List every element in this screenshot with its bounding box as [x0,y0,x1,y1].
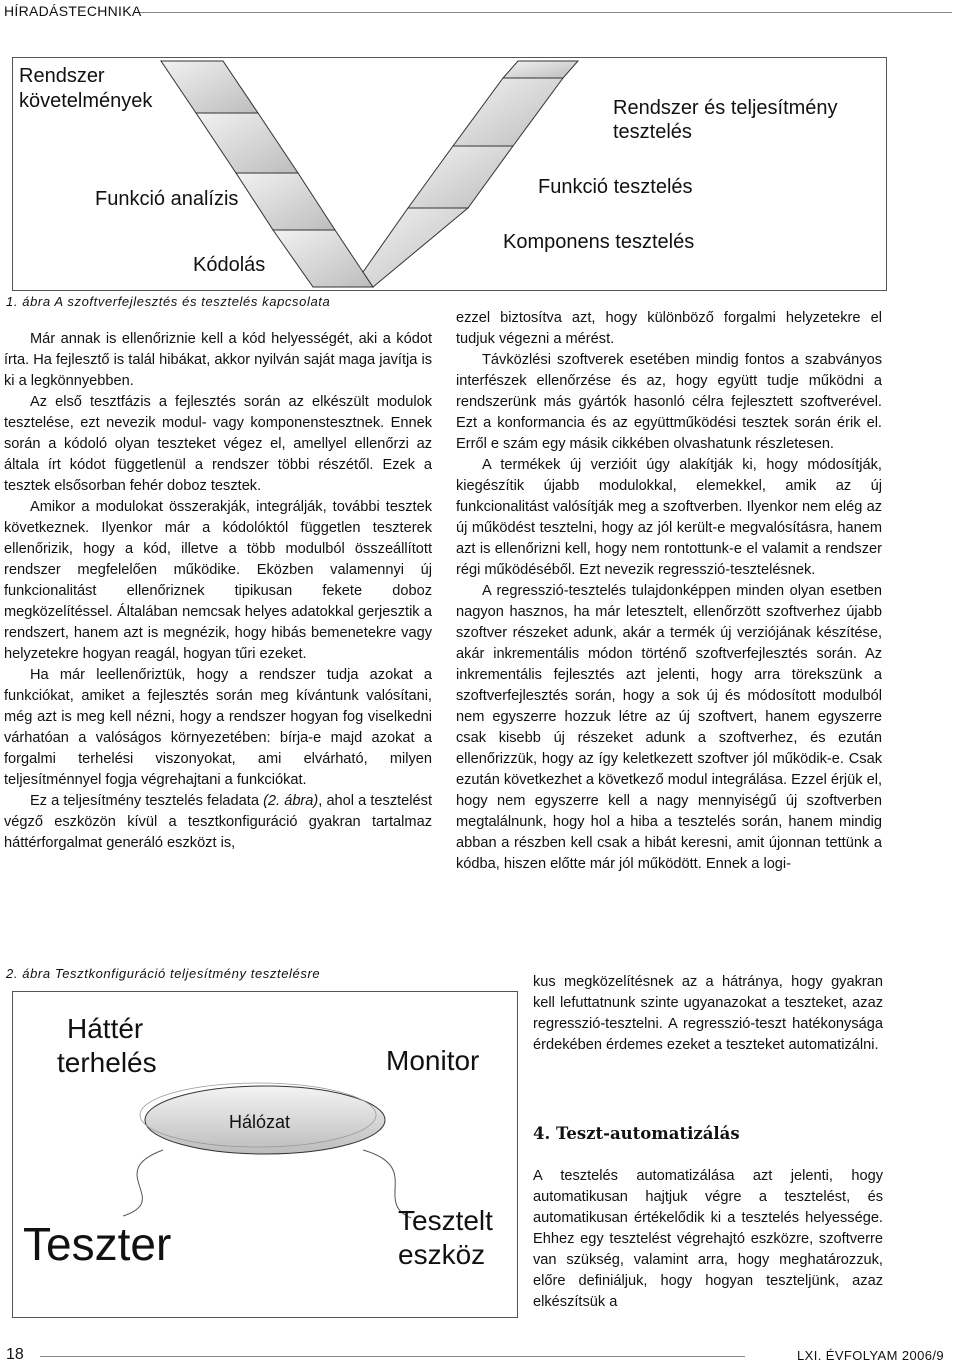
label-background-load-2: terhelés [57,1047,157,1078]
section-paragraph: A tesztelés automatizálása azt jelenti, hogy automatikusan hajtjuk végre a tesztelést, és automatikusan értékelődik ki a tesztelés helyessége. Ehhez egy tesztelést végrehajtó eszközre, szoftverre van szükség, valamint arra, hogy meghatározzuk, előre definiáljuk, hogy hogyan teszteljünk, azaz elkészítsük a [533,1168,883,1310]
label-tested-device-1: Tesztelt [398,1205,493,1236]
label-tester: Teszter [23,1218,172,1270]
left-paragraph-4: Ha már leellenőriztük, hogy a rendszer tudja azokat a funkciókat, amiket a fejlesztés során meg kívántunk valósítani, még azt is meg kell nézni, hogy a rendszer hogyan fog viselkedni várhatóan a valóságos környezetében: bírja-e majd azokat a forgalmi terhelési viszonyokat, ami elvárható, milyen teljesítménnyel fogja végrehajtani a funkciókat. [4,667,432,788]
figure-1-v-model [12,57,887,291]
label-system-test-1: Rendszer és teljesítmény [613,97,838,119]
volume-info: LXI. ÉVFOLYAM 2006/9 [797,1348,944,1363]
left-column [4,329,432,854]
left-paragraph-3: Amikor a modulokat összerakják, integrálják, további tesztek következnek. Ilyenkor már a kódolóktól független teszterek ellenőrizik, hogy a kód, illetve a több modulból összeállított rendszer megfelelően működike. Eközben valamennyi új funkcionalitást ellenőriznek tipikusan fekete doboz megközelítéssel. Általában nemcsak helyes adatokkal gerjesztik a rendszert, hanem azt is megnézik, hogy hibás bemenetekre vagy helyzetekre hogyan reagál, hogyan tűri ezeket. [4,499,432,662]
left-paragraph-5-start: Ez a teljesítmény tesztelés feladata [30,793,264,809]
figure-2-reference: (2. ábra) [263,793,319,809]
label-function-test: Funkció tesztelés [538,176,693,198]
right-column [456,308,882,875]
label-coding: Kódolás [193,254,266,276]
network-links [123,1150,411,1218]
test-config-diagram [13,992,517,1317]
label-function-analysis: Funkció analízis [95,188,239,210]
right-paragraph-4: A regresszió-tesztelés tulajdonképpen minden olyan esetben nagyon hasznos, ha már letesztelt, ellenőrzött szoftverhez újabb szoftver részeket adunk, akár a termék új verziójának készítése, akár inkrementális módon történő szoftverfejlesztés során. Az inkrementális fejlesztés azt jelenti, hogy arra törekszünk a szoftverfejlesztés során, hogy a sok új és módosított modulból nem egyszerre hozzuk létre az új szoftvert, hanem egyszerre csak kisebb új részeket adunk a szoftverhez, és ezután ellenőrizzük, hogy az így keletkezett szoftver jól működik-e. Csak ezután következhet a következő modul integrálása. Ezzel érjük el, hogy nem egyszerre kell a nagy mennyiségű új szoftverben megtalálnunk, hogy hol a hiba a tesztelés során, hanem mindig abban a részben kell csak a hibát keresni, amit újonnan tettünk a kódba, hiszen előtte már jól működött. Ennek a logi- [456,583,882,872]
right-paragraph-3: A termékek új verzióit úgy alakítják ki, hogy módosítják, kiegészítik újabb modulokkal, elemekkel, amik az új funkcionalitást valósítják meg a szoftverben. Ilyenkor nem elég az új működést tesztelni, hogy az jól került-e megvalósításra, hanem azt is ellenőrizni kell, hogy nem rontottunk-e el valamit a rendszer régi működéséből. Ezt nevezik regresszió-tesztelésnek. [456,457,882,578]
right-paragraph-4-continued: kus megközelítésnek az a hátránya, hogy gyakran kell lefuttatnunk szinte ugyanazokat a teszteket, azaz regresszió-tesztelni. A regresszió-teszt hatékonysága érdekében érdemes ezeket a teszteket automatizálni. [533,974,883,1053]
section-body [533,1166,883,1313]
right-paragraph-2: Távközlési szoftverek esetében mindig fontos a szabványos interfészek ellenőrzése és az, hogy együtt tudje működni a rendszerünk más gyártók hasonló célra fejlesztett szoftverével. Ezt a konformancia és az együttműködési tesztek során érik el. Erről e szám egy másik cikkében olvashatunk részletesen. [456,352,882,452]
figure-1-caption: 1. ábra A szoftverfejlesztés és tesztelés kapcsolata [6,294,331,309]
left-paragraph-5 [4,791,432,854]
label-monitor: Monitor [386,1045,480,1076]
label-tested-device-2: eszköz [398,1239,486,1270]
figure-2-caption: 2. ábra Tesztkonfiguráció teljesítmény tesztelésre [6,966,321,981]
v-model-diagram [13,58,886,290]
label-system-test-2: tesztelés [613,121,692,143]
page-header [0,0,960,22]
label-requirements-2: követelmények [19,90,153,112]
right-continuation [533,972,883,1056]
right-paragraph-1: ezzel biztosítva azt, hogy különböző forgalmi helyzetekre el tudjuk végezni a mérést. [456,310,882,347]
figure-2-test-configuration [12,991,518,1318]
page-footer [0,1346,960,1364]
label-component-test: Komponens tesztelés [503,231,695,253]
label-requirements-1: Rendszer [19,65,105,87]
v-shape-right-arm [363,61,578,287]
left-paragraph-5-end: , ahol a tesztelést végző eszközön kívül a tesztkonfiguráció gyakran tartalmaz háttérforgalmat generáló eszközt is, [4,793,433,851]
label-background-load-1: Háttér [67,1013,144,1044]
header-rule [140,12,952,13]
left-paragraph-2: Az első tesztfázis a fejlesztés során az elkészült modulok tesztelése, ezt nevezik modul- vagy komponenstesztnek. Ennek során a kódoló olyan teszteket végez el, amellyel ellenőrzi az általa írt kódot függetlenül a rendszer többi részétől. Ezek a tesztek elsősorban fehér doboz tesztek. [4,394,432,494]
journal-title: HÍRADÁSTECHNIKA [4,3,142,19]
left-paragraph-1: Már annak is ellenőriznie kell a kód helyességét, aki a kódot írta. Ha fejlesztő is talál hibákat, akkor nyilván saját maga javítja is ki a legkönnyebben. [4,331,432,389]
section-heading: 4. Teszt-automatizálás [533,1124,740,1143]
page-number: 18 [6,1346,24,1363]
label-network: Hálózat [229,1112,291,1132]
footer-rule [40,1356,745,1357]
